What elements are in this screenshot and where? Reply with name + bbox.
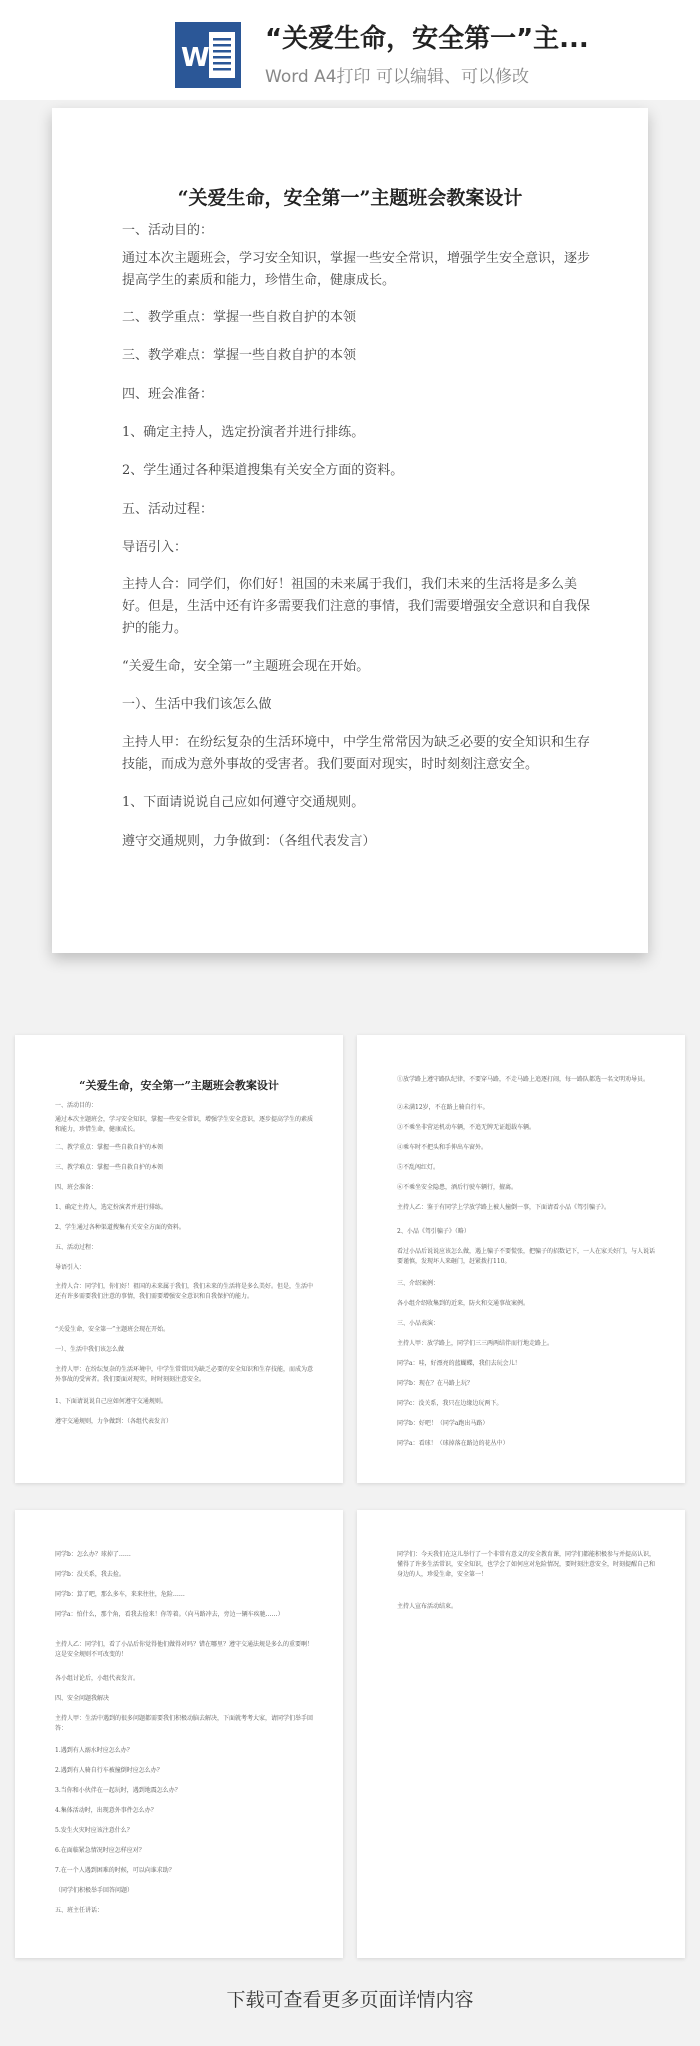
paragraph: 遵守交通规则，力争做到：（各组代表发言）	[122, 834, 376, 849]
page-thumbnail-3[interactable]	[15, 1510, 343, 1958]
paragraph: 四、班会准备：	[122, 387, 214, 402]
paragraph: 主持人甲：在纷纭复杂的生活环境中，中学生常常因为缺乏必要的安全知识和生存技能，而成为意外事故的受害者。我们要面对现实，时时刻刻注意安全。	[122, 735, 591, 772]
paragraph: 2、学生通过各种渠道搜集有关安全方面的资料。	[122, 463, 404, 478]
word-document-icon	[175, 22, 241, 88]
thumbnail-line: 同学c：没关系，我只在边缘边玩两下。	[397, 1400, 503, 1407]
paragraph: 1、确定主持人，选定扮演者并进行排练。	[122, 425, 365, 440]
thumbnail-line: 2、学生通过各种渠道搜集有关安全方面的资料。	[55, 1224, 185, 1231]
thumbnail-line: ②未满12岁，不在路上骑自行车。	[397, 1104, 489, 1111]
thumbnail-line: 同学b：算了吧，那么多车，来来往往，危险……	[55, 1591, 185, 1598]
page-thumbnail-4[interactable]	[357, 1510, 685, 1958]
thumbnail-line: 各小组讨论后，小组代表发言。	[55, 1675, 140, 1682]
document-page-preview	[52, 108, 648, 953]
paragraph: 一）、生活中我们该怎么做	[122, 697, 272, 712]
thumbnail-line: 导语引入：	[55, 1264, 86, 1271]
document-subtitle: Word A4打印 可以编辑、可以修改	[265, 67, 529, 87]
thumbnail-line: 1、确定主持人，选定扮演者并进行排练。	[55, 1204, 167, 1211]
thumbnail-line: ⑤不乱闯红灯。	[397, 1164, 440, 1171]
thumbnail-line: 2、小品《驾引骗子》（略）	[397, 1228, 470, 1235]
thumbnail-line: “关爱生命，安全第一”主题班会现在开始。	[55, 1326, 170, 1333]
thumbnail-line: 主持人乙：鉴于有同学上学放学路上被人撞倒一事，下面请看小品《驾引骗子》。	[397, 1204, 611, 1211]
thumbnail-line: 1.遇到有人溺水时应怎么办？	[55, 1747, 133, 1754]
thumbnail-line: 主持人甲：放学路上，同学们三三两两结伴而行地走路上。	[397, 1340, 554, 1347]
paragraph: 二、教学重点：掌握一些自救自护的本领	[122, 310, 357, 325]
thumbnail-line: 同学b：没关系，我去捡。	[55, 1571, 125, 1578]
thumbnail-line: 同学们：今天我们在这儿举行了一个非常有意义的安全教育课，同学们都能积极参与并提高认识，懂得了许多生活常识，安全知识，也学会了如何应对危险情况，要时刻注意安全，时刻提醒自己和身边的人，珍爱生命，安全第一！	[397, 1551, 656, 1578]
thumbnail-line: ⑥不乘坐安全隐患，酒后行驶车辆行，擅离。	[397, 1184, 518, 1191]
paragraph: 导语引入：	[122, 540, 188, 555]
thumbnail-line: 6.在面临紧急情况时应怎样应对？	[55, 1847, 145, 1854]
thumbnail-line: ④乘车时不把头和手伸出车窗外。	[397, 1144, 488, 1151]
thumbnail-line: 四、班会准备：	[55, 1184, 98, 1191]
thumbnail-line: ③不乘坐非营运机动车辆，不追无牌无证超载车辆。	[397, 1124, 536, 1131]
thumbnail-line: 同学a：哇，好漂亮的蓝蝴蝶，我们去玩会儿！	[397, 1360, 521, 1367]
header-bar	[0, 0, 700, 100]
thumbnail-line: 主持人合：同学们，你们好！祖国的未来属于我们，我们未来的生活将是多么美好。但是，生活中还有许多需要我们注意的事情，我们需要增强安全意识和自我保护的能力。	[55, 1283, 314, 1300]
document-title: “关爱生命，安全第一”主...	[265, 24, 589, 54]
download-more-link[interactable]: 下载可查看更多页面详情内容	[226, 1989, 474, 2011]
thumbnail-title: “关爱生命，安全第一”主题班会教案设计	[79, 1079, 279, 1092]
thumbnail-line: 主持人宣布活动结束。	[397, 1603, 458, 1610]
thumbnail-line: 四、安全问题我解决	[55, 1695, 110, 1702]
thumbnail-line: 通过本次主题班会，学习安全知识，掌握一些安全常识，增强学生安全意识，逐步提高学生的素质和能力，珍惜生命，健康成长。	[55, 1116, 314, 1133]
thumbnail-line: 三、教学难点：掌握一些自救自护的本领	[55, 1164, 164, 1171]
svg-text:W: W	[181, 43, 210, 73]
paragraph: 通过本次主题班会，学习安全知识，掌握一些安全常识，增强学生安全意识，逐步提高学生的素质和能力，珍惜生命，健康成长。	[122, 251, 591, 288]
thumbnail-line: 4.集体活动时，出现意外事件怎么办？	[55, 1807, 157, 1814]
page-title: “关爱生命，安全第一”主题班会教案设计	[177, 187, 523, 209]
thumbnail-line: 5.发生火灾时应该注意什么？	[55, 1827, 133, 1834]
paragraph: 三、教学难点：掌握一些自救自护的本领	[122, 348, 357, 363]
paragraph: 主持人合：同学们，你们好！祖国的未来属于我们，我们未来的生活将是多么美好。但是，生活中还有许多需要我们注意的事情，我们需要增强安全意识和自我保护的能力。	[122, 577, 591, 636]
thumbnail-line: 各小组介绍收集到的近来，防火和交通事故案例。	[397, 1300, 530, 1307]
thumbnail-line: 一）、生活中我们该怎么做	[55, 1346, 125, 1353]
thumbnail-line: 同学b：怎么办？球掉了……	[55, 1551, 131, 1558]
thumbnail-line: 3.当你和小伙伴在一起玩时，遇到地震怎么办？	[55, 1787, 181, 1794]
thumbnail-line: 三、介绍案例：	[397, 1280, 440, 1287]
thumbnail-line: （同学们积极举手回答问题）	[55, 1887, 134, 1894]
thumbnail-line: 同学b：好吧！（同学a跑出马路）	[397, 1420, 489, 1427]
thumbnail-line: 7.在一个人遇到困难的时候，可以向谁求助？	[55, 1867, 175, 1874]
paragraph: 1、下面请说说自己应如何遵守交通规则。	[122, 795, 365, 810]
thumbnail-line: 遵守交通规则，力争做到：（各组代表发言）	[55, 1418, 173, 1425]
thumbnail-line: 看过小品后说说应该怎么做，遇上骗子不要慌张，把骗子的招数记下，一人在家关好门，与人说话要谨慎，发现坏人来砸门，赶紧拨打110。	[397, 1248, 656, 1265]
paragraph: 五、活动过程：	[122, 502, 214, 517]
thumbnail-line: 二、教学重点：掌握一些自救自护的本领	[55, 1144, 164, 1151]
thumbnail-line: 2.遇到有人骑自行车被撞倒时应怎么办？	[55, 1767, 163, 1774]
page-thumbnail-2[interactable]	[357, 1035, 685, 1483]
paragraph: “关爱生命，安全第一”主题班会现在开始。	[122, 659, 370, 674]
thumbnail-line: 主持人甲：生活中遇到的很多问题都需要我们积极动脑去解决，下面就考考大家，请同学们举手回答：	[55, 1715, 314, 1732]
thumbnail-line: 一、活动目的：	[55, 1102, 98, 1109]
thumbnail-line: 同学a：怕什么，那个角，看我去捡来！你等着。（向马路冲去，旁边一辆车疾驰……）	[55, 1611, 284, 1618]
thumbnail-line: 主持人甲：在纷纭复杂的生活环境中，中学生常常因为缺乏必要的安全知识和生存技能，而成为意外事故的受害者。我们要面对现实，时时刻刻注意安全。	[55, 1366, 314, 1383]
thumbnail-line: 同学b：现在？在马路上玩？	[397, 1380, 473, 1387]
page-thumbnail-1[interactable]	[15, 1035, 343, 1483]
thumbnail-line: ①放学路上遵守路队纪律，不要穿马路，不走马路上追逐打闹，每一路队都选一名文明劝导员。	[397, 1076, 650, 1083]
thumbnail-line: 1、下面请说说自己应如何遵守交通规则。	[55, 1398, 167, 1405]
thumbnail-line: 五、班主任讲话：	[55, 1907, 104, 1914]
paragraph: 一、活动目的：	[122, 223, 214, 238]
thumbnail-line: 五、活动过程：	[55, 1244, 98, 1251]
thumbnail-line: 主持人乙：同学们，看了小品后你觉得他们做得对吗？错在哪里？遵守交通法规是多么的重要啊！这是安全规则不可改变的！	[55, 1641, 314, 1658]
thumbnail-line: 三、小品表演：	[397, 1320, 440, 1327]
thumbnail-line: 同学a：看球！（球掉落在路边的花丛中）	[397, 1440, 509, 1447]
